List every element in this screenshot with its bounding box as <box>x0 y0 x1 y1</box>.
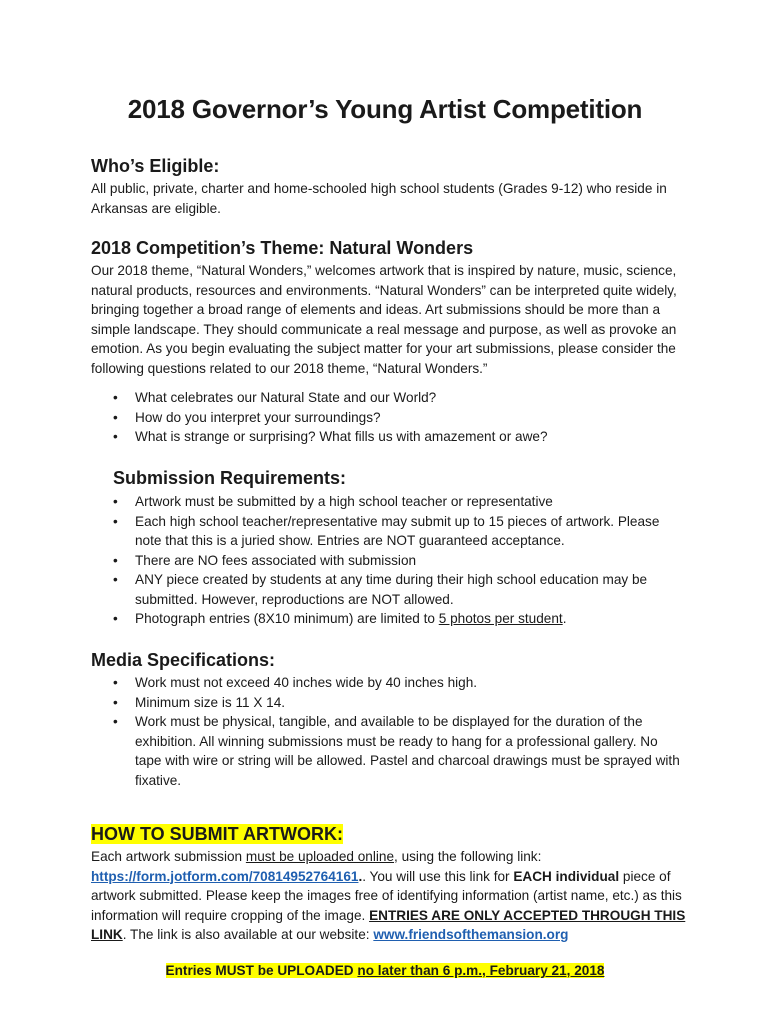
how-to-submit-text: Each artwork submission must be uploaded online, using the following link: https://form.jotform.com/70814952764161.. You will use this link for EACH individual piece of artwork submitted. Please keep the images free of identifying information (artist name, etc.) as this information will require cropping of the image. ENTRIES ARE ONLY ACCEPTED THROUGH THIS LINK. The link is also available at our website: www.friendsofthemansion.org <box>91 849 686 942</box>
theme-questions-list <box>91 388 691 447</box>
list-item: • What is strange or surprising? What fills us with amazement or awe? <box>91 427 691 447</box>
bullet-icon: • <box>113 611 118 626</box>
list-item: • Work must not exceed 40 inches wide by 40 inches high. <box>91 673 687 693</box>
list-item: • Photograph entries (8X10 minimum) are limited to 5 photos per student. <box>91 609 687 629</box>
media-heading: Media Specifications: <box>91 650 276 670</box>
submission-requirements-list <box>91 492 687 629</box>
bullet-icon: • <box>113 494 118 509</box>
website-link[interactable]: www.friendsofthemansion.org <box>373 927 569 942</box>
deadline-notice: Entries MUST be UPLOADED no later than 6 p.m., February 21, 2018 <box>165 963 605 978</box>
list-item: • There are NO fees associated with submission <box>91 551 687 571</box>
deadline-date: no later than 6 p.m., February 21, 2018 <box>357 963 605 978</box>
eligible-text: All public, private, charter and home-schooled high school students (Grades 9-12) who reside in Arkansas are eligible. <box>91 181 667 216</box>
list-item: • What celebrates our Natural State and our World? <box>91 388 691 408</box>
each-individual: EACH individual <box>513 868 620 884</box>
submission-heading: Submission Requirements: <box>113 468 347 488</box>
list-item: • Work must be physical, tangible, and available to be displayed for the duration of the exhibition. All winning submissions must be ready to hang for a professional gallery. No tape with wire or string will be allowed. Pastel and charcoal drawings must be sprayed with fixative. <box>113 714 680 788</box>
list-item: • Artwork must be submitted by a high school teacher or representative <box>91 492 687 512</box>
bullet-icon: • <box>113 429 118 444</box>
list-item: • Each high school teacher/representative may submit up to 15 pieces of artwork. Please note that this is a juried show. Entries are NOT guaranteed acceptance. <box>113 513 660 548</box>
photo-limit: 5 photos per student <box>438 611 563 626</box>
theme-text: Our 2018 theme, “Natural Wonders,” welcomes artwork that is inspired by nature, music, science, natural products, resources and environments. “Natural Wonders” can be interpreted quite widely, bringing together a broad range of elements and ideas. Art submissions should be more than a simple landscape. They should communicate a real message and purpose, as well as provoke an emotion. As you begin evaluating the subject matter for your art submissions, please consider the following questions related to our 2018 theme, “Natural Wonders.” <box>91 263 677 376</box>
bullet-icon: • <box>113 552 118 568</box>
bullet-icon: • <box>113 694 118 710</box>
list-item: • How do you interpret your surroundings? <box>91 408 691 428</box>
list-item: • ANY piece created by students at any time during their high school education may be submitted. However, reproductions are NOT allowed. <box>113 572 648 607</box>
eligible-heading: Who’s Eligible: <box>91 156 220 176</box>
entries-only-accepted: ENTRIES ARE ONLY ACCEPTED THROUGH THIS LINK <box>91 907 686 942</box>
bullet-icon: • <box>113 513 118 529</box>
media-specifications-list <box>91 673 687 790</box>
bullet-icon: • <box>113 714 118 729</box>
list-item: • Minimum size is 11 X 14. <box>91 693 687 713</box>
document-title: 2018 Governor’s Young Artist Competition <box>127 94 643 124</box>
theme-heading: 2018 Competition’s Theme: Natural Wonders <box>91 238 474 258</box>
how-to-submit-heading: HOW TO SUBMIT ARTWORK: <box>91 824 343 844</box>
bullet-icon: • <box>113 409 118 425</box>
jotform-link[interactable]: https://form.jotform.com/70814952764161 <box>91 868 359 884</box>
bullet-icon: • <box>113 390 118 405</box>
bullet-icon: • <box>113 572 118 587</box>
must-upload-online: must be uploaded online <box>245 849 395 864</box>
bullet-icon: • <box>113 675 118 690</box>
